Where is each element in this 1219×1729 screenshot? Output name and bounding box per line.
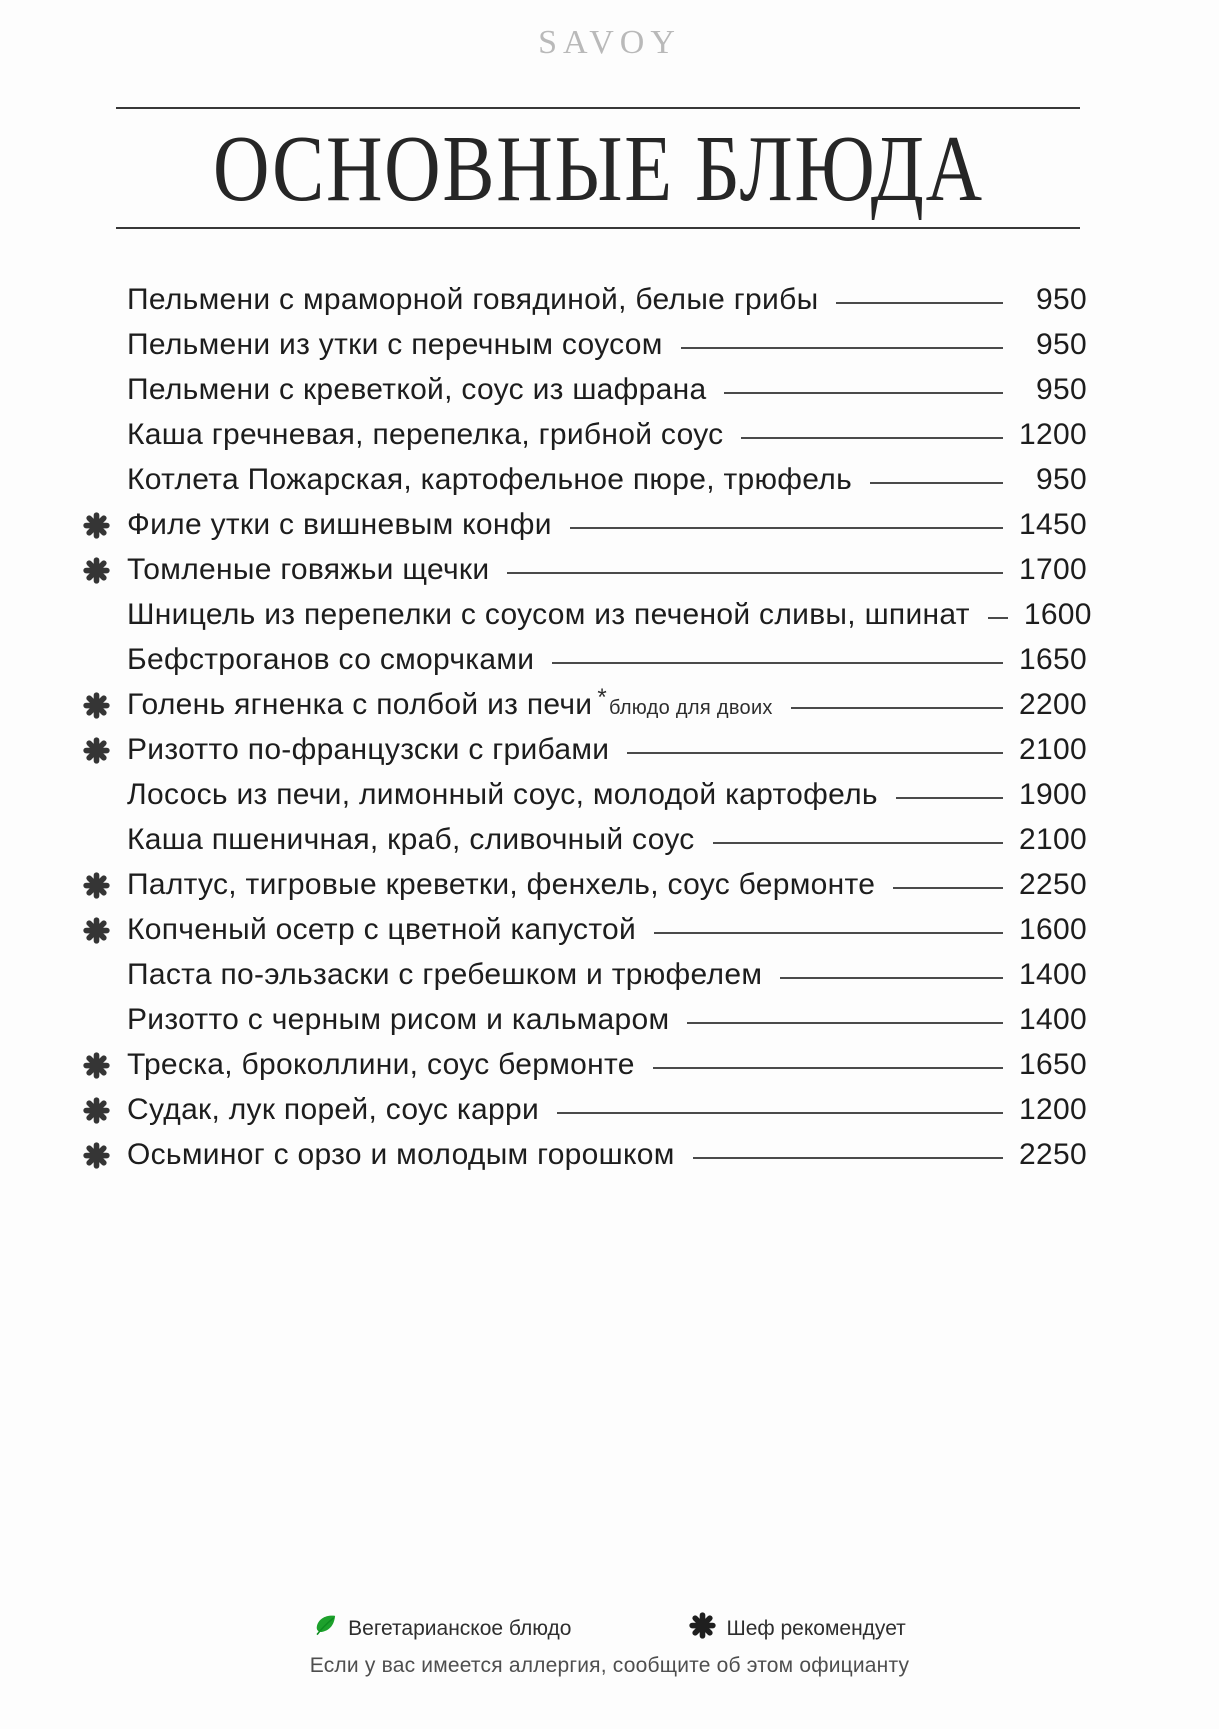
- dish-price: 2250: [1019, 868, 1087, 901]
- leader-line: [741, 437, 1003, 439]
- leader-line: [507, 572, 1003, 574]
- leader-line: [557, 1112, 1003, 1114]
- leader-line: [552, 662, 1003, 664]
- legend-vegetarian-label: Вегетарианское блюдо: [348, 1616, 572, 1640]
- chef-recommends-icon: [83, 737, 110, 764]
- menu-item-row: [127, 773, 1087, 818]
- menu-item-row: [127, 548, 1087, 593]
- dish-name: Осьминог с орзо и молодым горошком: [127, 1138, 675, 1171]
- menu-items-list: [127, 278, 1092, 1178]
- menu-item-row: [127, 278, 1087, 323]
- dish-price: 2100: [1019, 823, 1087, 856]
- section-title: ОСНОВНЫЕ БЛЮДА: [212, 115, 984, 221]
- dish-price: 950: [1036, 373, 1087, 406]
- leader-line: [654, 932, 1003, 934]
- menu-item-row: [127, 1043, 1087, 1088]
- dish-name: Филе утки с вишневым конфи: [127, 508, 552, 541]
- dish-price: 1600: [1023, 598, 1092, 631]
- leader-line: [780, 977, 1003, 979]
- leader-line: [693, 1157, 1003, 1159]
- dish-name: Каша гречневая, перепелка, грибной соус: [127, 418, 724, 451]
- dish-price: 950: [1036, 328, 1087, 361]
- dish-name: Голень ягненка с полбой из печи: [127, 688, 593, 721]
- dish-price: 1650: [1019, 1048, 1087, 1081]
- leader-line: [988, 617, 1008, 619]
- leader-line: [653, 1067, 1003, 1069]
- dish-name: Котлета Пожарская, картофельное пюре, трюфель: [127, 463, 853, 496]
- dish-price: 950: [1036, 463, 1087, 496]
- chef-recommends-icon: [83, 1097, 110, 1124]
- leader-line: [724, 392, 1003, 394]
- menu-item-row: [127, 953, 1087, 998]
- dish-price: 1450: [1019, 508, 1087, 541]
- dish-price: 1650: [1019, 643, 1087, 676]
- leader-line: [713, 842, 1003, 844]
- menu-item-row: [127, 728, 1087, 773]
- dish-name: Копченый осетр с цветной капустой: [127, 913, 637, 946]
- menu-item-row: [127, 593, 1092, 638]
- menu-item-row: [127, 638, 1087, 683]
- legend-vegetarian: [313, 1613, 571, 1644]
- dish-price: 1400: [1019, 958, 1087, 991]
- chef-recommends-icon: [83, 917, 110, 944]
- menu-item-row: [127, 458, 1087, 503]
- dish-price: 2100: [1019, 733, 1087, 766]
- leader-line: [896, 797, 1003, 799]
- dish-name: Паста по-эльзаски с гребешком и трюфелем: [127, 958, 763, 991]
- menu-item-row: [127, 503, 1087, 548]
- dish-name: Пельмени из утки с перечным соусом: [127, 328, 663, 361]
- dish-price: 1200: [1019, 418, 1087, 451]
- leader-line: [791, 707, 1003, 709]
- chef-recommends-icon: [83, 512, 110, 539]
- menu-item-row: [127, 683, 1087, 728]
- dish-price: 950: [1036, 283, 1087, 316]
- allergy-note: Если у вас имеется аллергия, сообщите об этом официанту: [309, 1654, 910, 1677]
- vegetarian-leaf-icon: [313, 1613, 338, 1644]
- leader-line: [681, 347, 1003, 349]
- dish-name: Бефстроганов со сморчками: [127, 643, 535, 676]
- legend: [0, 1612, 1219, 1645]
- menu-item-row: [127, 998, 1087, 1043]
- dish-name: Палтус, тигровые креветки, фенхель, соус бермонте: [127, 868, 876, 901]
- menu-item-row: [127, 1088, 1087, 1133]
- dish-note-text: блюдо для двоих: [608, 697, 773, 719]
- leader-line: [570, 527, 1003, 529]
- dish-name: Ризотто с черным рисом и кальмаром: [127, 1003, 670, 1036]
- leader-line: [836, 302, 1003, 304]
- menu-item-row: [127, 368, 1087, 413]
- dish-note-marker: *: [597, 684, 607, 711]
- leader-line: [627, 752, 1003, 754]
- dish-name: Каша пшеничная, краб, сливочный соус: [127, 823, 695, 856]
- dish-price: 1900: [1019, 778, 1087, 811]
- legend-chef: [689, 1612, 905, 1645]
- dish-name: Пельмени с креветкой, соус из шафрана: [127, 373, 707, 406]
- chef-recommends-icon: [83, 557, 110, 584]
- dish-name: Лосось из печи, лимонный соус, молодой картофель: [127, 778, 878, 811]
- dish-price: 1200: [1019, 1093, 1087, 1126]
- menu-item-row: [127, 818, 1087, 863]
- section-title-block: [116, 107, 1080, 229]
- dish-note: [597, 684, 773, 721]
- chef-recommends-icon: [689, 1612, 716, 1645]
- dish-name: Судак, лук порей, соус карри: [127, 1093, 540, 1126]
- dish-price: 1700: [1019, 553, 1087, 586]
- legend-chef-label: Шеф рекомендует: [726, 1616, 906, 1640]
- dish-name: Пельмени с мраморной говядиной, белые грибы: [127, 283, 819, 316]
- dish-name: Треска, броколлини, соус бермонте: [127, 1048, 635, 1081]
- dish-name: Шницель из перепелки с соусом из печеной сливы, шпинат: [127, 598, 970, 631]
- dish-price: 1600: [1019, 913, 1087, 946]
- chef-recommends-icon: [83, 872, 110, 899]
- dish-price: 2250: [1019, 1138, 1087, 1171]
- dish-price: 2200: [1019, 688, 1087, 721]
- menu-item-row: [127, 863, 1087, 908]
- menu-item-row: [127, 1133, 1087, 1178]
- menu-item-row: [127, 323, 1087, 368]
- chef-recommends-icon: [83, 1142, 110, 1169]
- dish-name: Ризотто по-французски с грибами: [127, 733, 610, 766]
- chef-recommends-icon: [83, 692, 110, 719]
- chef-recommends-icon: [83, 1052, 110, 1079]
- dish-name: Томленые говяжьи щечки: [127, 553, 490, 586]
- leader-line: [870, 482, 1003, 484]
- leader-line: [893, 887, 1003, 889]
- menu-item-row: [127, 413, 1087, 458]
- leader-line: [687, 1022, 1003, 1024]
- menu-item-row: [127, 908, 1087, 953]
- dish-price: 1400: [1019, 1003, 1087, 1036]
- restaurant-logo: SAVOY: [538, 24, 681, 61]
